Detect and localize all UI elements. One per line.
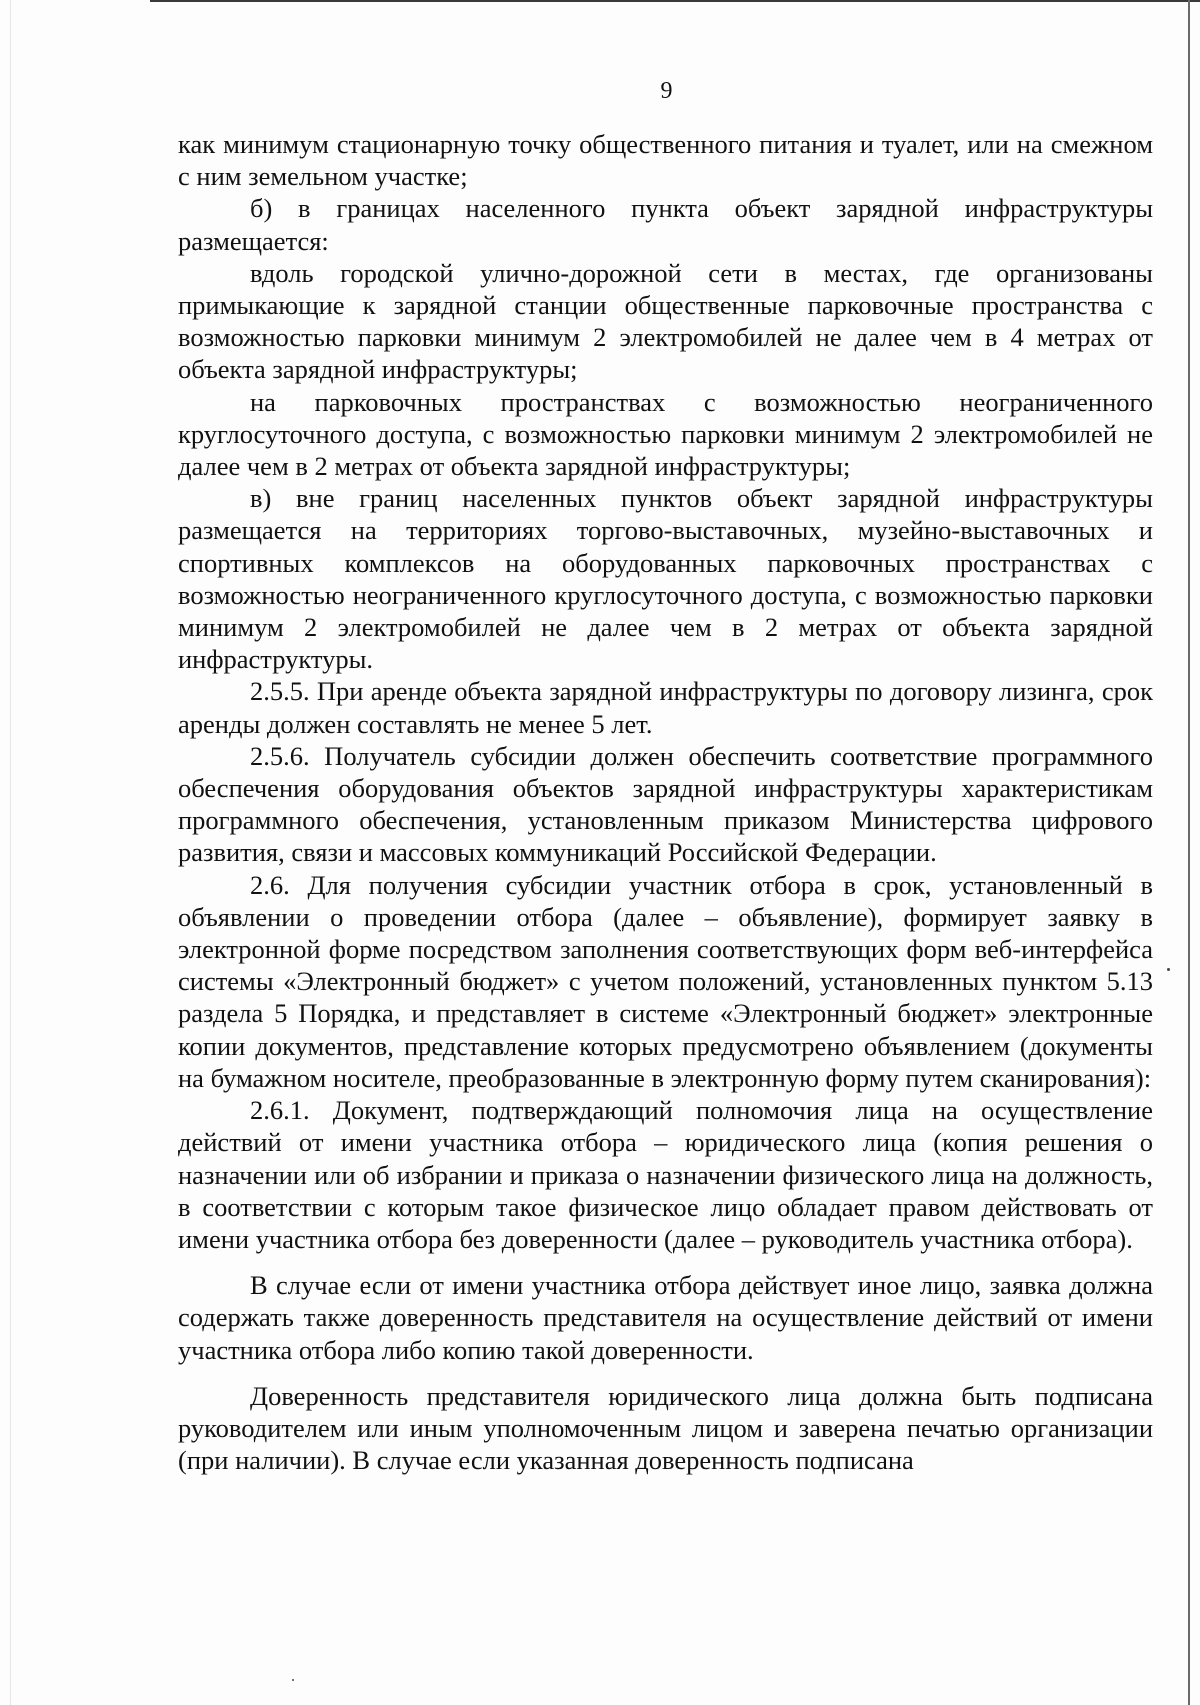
scan-speck bbox=[292, 1679, 294, 1681]
document-body bbox=[178, 128, 1153, 1476]
paragraph-2-6: 2.6. Для получения субсидии участник отбора в срок, установленный в объявлении о проведении отбора (далее – объявление), формирует заявку в электронной форме посредством заполнения соответствующих форм веб-интерфейса системы «Электронный бюджет» с учетом положений, установленных пунктом 5.13 раздела 5 Порядка, и представляет в системе «Электронный бюджет» электронные копии документов, представление которых предусмотрено объявлением (документы на бумажном носителе, преобразованные в электронную форму путем сканирования): bbox=[178, 869, 1153, 1093]
paragraph-power-of-attorney: Доверенность представителя юридического лица должна быть подписана руководителем или иным уполномоченным лицом и заверена печатью организации (при наличии). В случае если указанная доверенность подписана bbox=[178, 1380, 1153, 1476]
paragraph-2-5-6: 2.5.6. Получатель субсидии должен обеспечить соответствие программного обеспечения оборудования объектов зарядной инфраструктуры характеристикам программного обеспечения, установленным приказом Министерства цифрового развития, связи и массовых коммуникаций Российской Федерации. bbox=[178, 740, 1153, 868]
scan-right-edge bbox=[1188, 0, 1190, 1705]
paragraph-2-5-5: 2.5.5. При аренде объекта зарядной инфраструктуры по договору лизинга, срок аренды должен составлять не менее 5 лет. bbox=[178, 676, 1153, 739]
scan-left-edge bbox=[10, 0, 11, 1705]
paragraph-v: в) вне границ населенных пунктов объект зарядной инфраструктуры размещается на территориях торгово-выставочных, музейно-выставочных и спортивных комплексов на оборудованных парковочных пространствах с возможностью неограниченного круглосуточного доступа, с возможностью парковки минимум 2 электромобилей не далее чем в 2 метрах от объекта зарядной инфраструктуры. bbox=[178, 483, 1153, 675]
paragraph-b: б) в границах населенного пункта объект зарядной инфраструктуры размещается: bbox=[178, 193, 1153, 256]
scan-speck bbox=[1167, 968, 1170, 971]
paragraph-2-6-1: 2.6.1. Документ, подтверждающий полномочия лица на осуществление действий от имени участника отбора – юридического лица (копия решения о назначении или об избрании и приказа о назначении физического лица на должность, в соответствии с которым такое физическое лицо обладает правом действовать от имени участника отбора без доверенности (далее – руководитель участника отбора). bbox=[178, 1095, 1153, 1254]
paragraph-parking-spaces: на парковочных пространствах с возможностью неограниченного круглосуточного доступа, с возможностью парковки минимум 2 электромобилей не далее чем в 2 метрах от объекта зарядной инфраструктуры; bbox=[178, 386, 1153, 482]
scan-top-border bbox=[150, 0, 1200, 2]
paragraph-along-street-network: вдоль городской улично-дорожной сети в местах, где организованы примыкающие к зарядной станции общественные парковочные пространства с возможностью парковки минимум 2 электромобилей не далее чем в 4 метрах от объекта зарядной инфраструктуры; bbox=[178, 257, 1153, 385]
page-number: 9 bbox=[660, 78, 673, 104]
paragraph-gap bbox=[178, 1255, 1153, 1269]
paragraph-representative: В случае если от имени участника отбора действует иное лицо, заявка должна содержать также доверенность представителя на осуществление действий от имени участника отбора либо копию такой доверенности. bbox=[178, 1270, 1153, 1365]
paragraph-gap bbox=[178, 1366, 1153, 1380]
paragraph-continuation: как минимум стационарную точку общественного питания и туалет, или на смежном с ним земельном участке; bbox=[178, 129, 1153, 192]
